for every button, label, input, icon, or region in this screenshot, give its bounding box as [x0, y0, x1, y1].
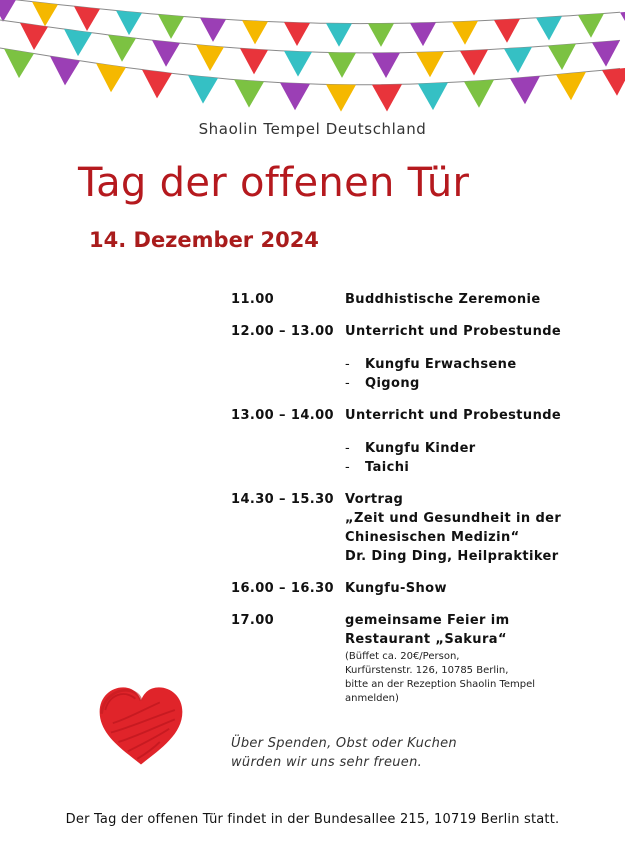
- schedule-subitem: - Kungfu Kinder: [345, 441, 476, 456]
- schedule-note: Kurfürstenstr. 126, 10785 Berlin,: [345, 665, 509, 676]
- pennant-flag: [152, 40, 180, 67]
- schedule-time: 11.00: [231, 292, 275, 307]
- schedule-item: [231, 406, 611, 477]
- pennant-flag: [240, 48, 268, 74]
- pennant-flag: [280, 83, 310, 111]
- pennant-flag: [32, 2, 58, 27]
- pennant-flag: [556, 72, 586, 100]
- pennant-flag: [368, 23, 394, 47]
- pennant-flag: [284, 22, 310, 46]
- pennant-flag: [108, 35, 136, 62]
- schedule-item: [231, 322, 611, 393]
- pennant-flag: [20, 23, 48, 50]
- schedule-subitem: - Taichi: [345, 460, 410, 475]
- page-title: Tag der offenen Tür: [78, 160, 470, 206]
- schedule-time: 17.00: [231, 613, 275, 628]
- schedule-text: Chinesischen Medizin“: [345, 530, 520, 545]
- schedule-note: (Büffet ca. 20€/Person,: [345, 651, 460, 662]
- pennant-flag: [452, 21, 478, 45]
- schedule-time: 14.30 – 15.30: [231, 492, 334, 507]
- schedule-subitem: - Kungfu Erwachsene: [345, 357, 517, 372]
- pennant-flag: [372, 53, 400, 78]
- pennant-flag: [504, 47, 532, 73]
- pennant-flag: [158, 14, 184, 38]
- schedule-text: Unterricht und Probestunde: [345, 408, 562, 423]
- pennant-flag: [372, 84, 402, 111]
- schedule-time: 13.00 – 14.00: [231, 408, 334, 423]
- schedule-text: Unterricht und Probestunde: [345, 324, 562, 339]
- pennant-flag: [592, 40, 620, 66]
- pennant-flag: [326, 23, 352, 47]
- schedule-note: anmelden): [345, 693, 399, 704]
- pennant-flag: [142, 70, 172, 99]
- pennant-flag: [64, 29, 92, 56]
- schedule-text: Vortrag: [345, 492, 404, 507]
- pennant-flag: [188, 75, 218, 104]
- pennant-flag: [326, 84, 356, 111]
- pennant-flag: [620, 11, 625, 35]
- donations-line: würden wir uns sehr freuen.: [231, 755, 423, 770]
- schedule-text: gemeinsame Feier im: [345, 613, 510, 628]
- schedule-time: 12.00 – 13.00: [231, 324, 334, 339]
- schedule-text: Kungfu-Show: [345, 581, 447, 596]
- schedule-item: [231, 579, 611, 598]
- pennant-flag: [578, 13, 604, 37]
- pennant-flag: [242, 20, 268, 44]
- pennant-flag: [416, 52, 444, 78]
- footer-address: Der Tag der offenen Tür findet in der Bundesallee 215, 10719 Berlin statt.: [65, 812, 560, 827]
- pennant-flag: [4, 49, 34, 78]
- pennant-flag: [50, 56, 80, 85]
- pennant-flag: [96, 63, 126, 92]
- schedule-text: Dr. Ding Ding, Heilpraktiker: [345, 549, 559, 564]
- event-date: 14. Dezember 2024: [89, 228, 319, 252]
- schedule-text: Buddhistische Zeremonie: [345, 292, 541, 307]
- schedule-item: [231, 490, 611, 566]
- schedule: [231, 290, 611, 705]
- schedule-text: Restaurant „Sakura“: [345, 632, 507, 647]
- pennant-flag: [200, 18, 226, 42]
- pennant-flag: [464, 80, 494, 108]
- organization-name: Shaolin Tempel Deutschland: [198, 120, 427, 138]
- heart-icon: [94, 680, 188, 770]
- pennant-flag: [284, 51, 312, 77]
- pennant-flag: [234, 79, 264, 107]
- pennant-flag: [196, 45, 224, 71]
- pennant-flag: [74, 6, 100, 31]
- pennant-flag: [328, 52, 356, 77]
- donations-line: Über Spenden, Obst oder Kuchen: [231, 736, 457, 751]
- pennant-flag: [0, 0, 16, 22]
- schedule-subitem: - Qigong: [345, 376, 420, 391]
- pennant-flag: [116, 11, 142, 36]
- pennant-flag: [602, 67, 625, 95]
- pennant-flag: [410, 22, 436, 46]
- donations-note: [231, 734, 457, 772]
- schedule-item: [231, 611, 611, 705]
- pennant-flag: [494, 19, 520, 43]
- pennant-flag: [510, 76, 540, 104]
- schedule-item: [231, 290, 611, 309]
- bunting-garland: [0, 0, 625, 125]
- pennant-flag: [536, 16, 562, 40]
- schedule-time: 16.00 – 16.30: [231, 581, 334, 596]
- schedule-text: „Zeit und Gesundheit in der: [345, 511, 562, 526]
- pennant-flag: [460, 50, 488, 76]
- pennant-flag: [418, 83, 448, 111]
- schedule-note: bitte an der Rezeption Shaolin Tempel: [345, 679, 536, 690]
- pennant-flag: [548, 44, 576, 70]
